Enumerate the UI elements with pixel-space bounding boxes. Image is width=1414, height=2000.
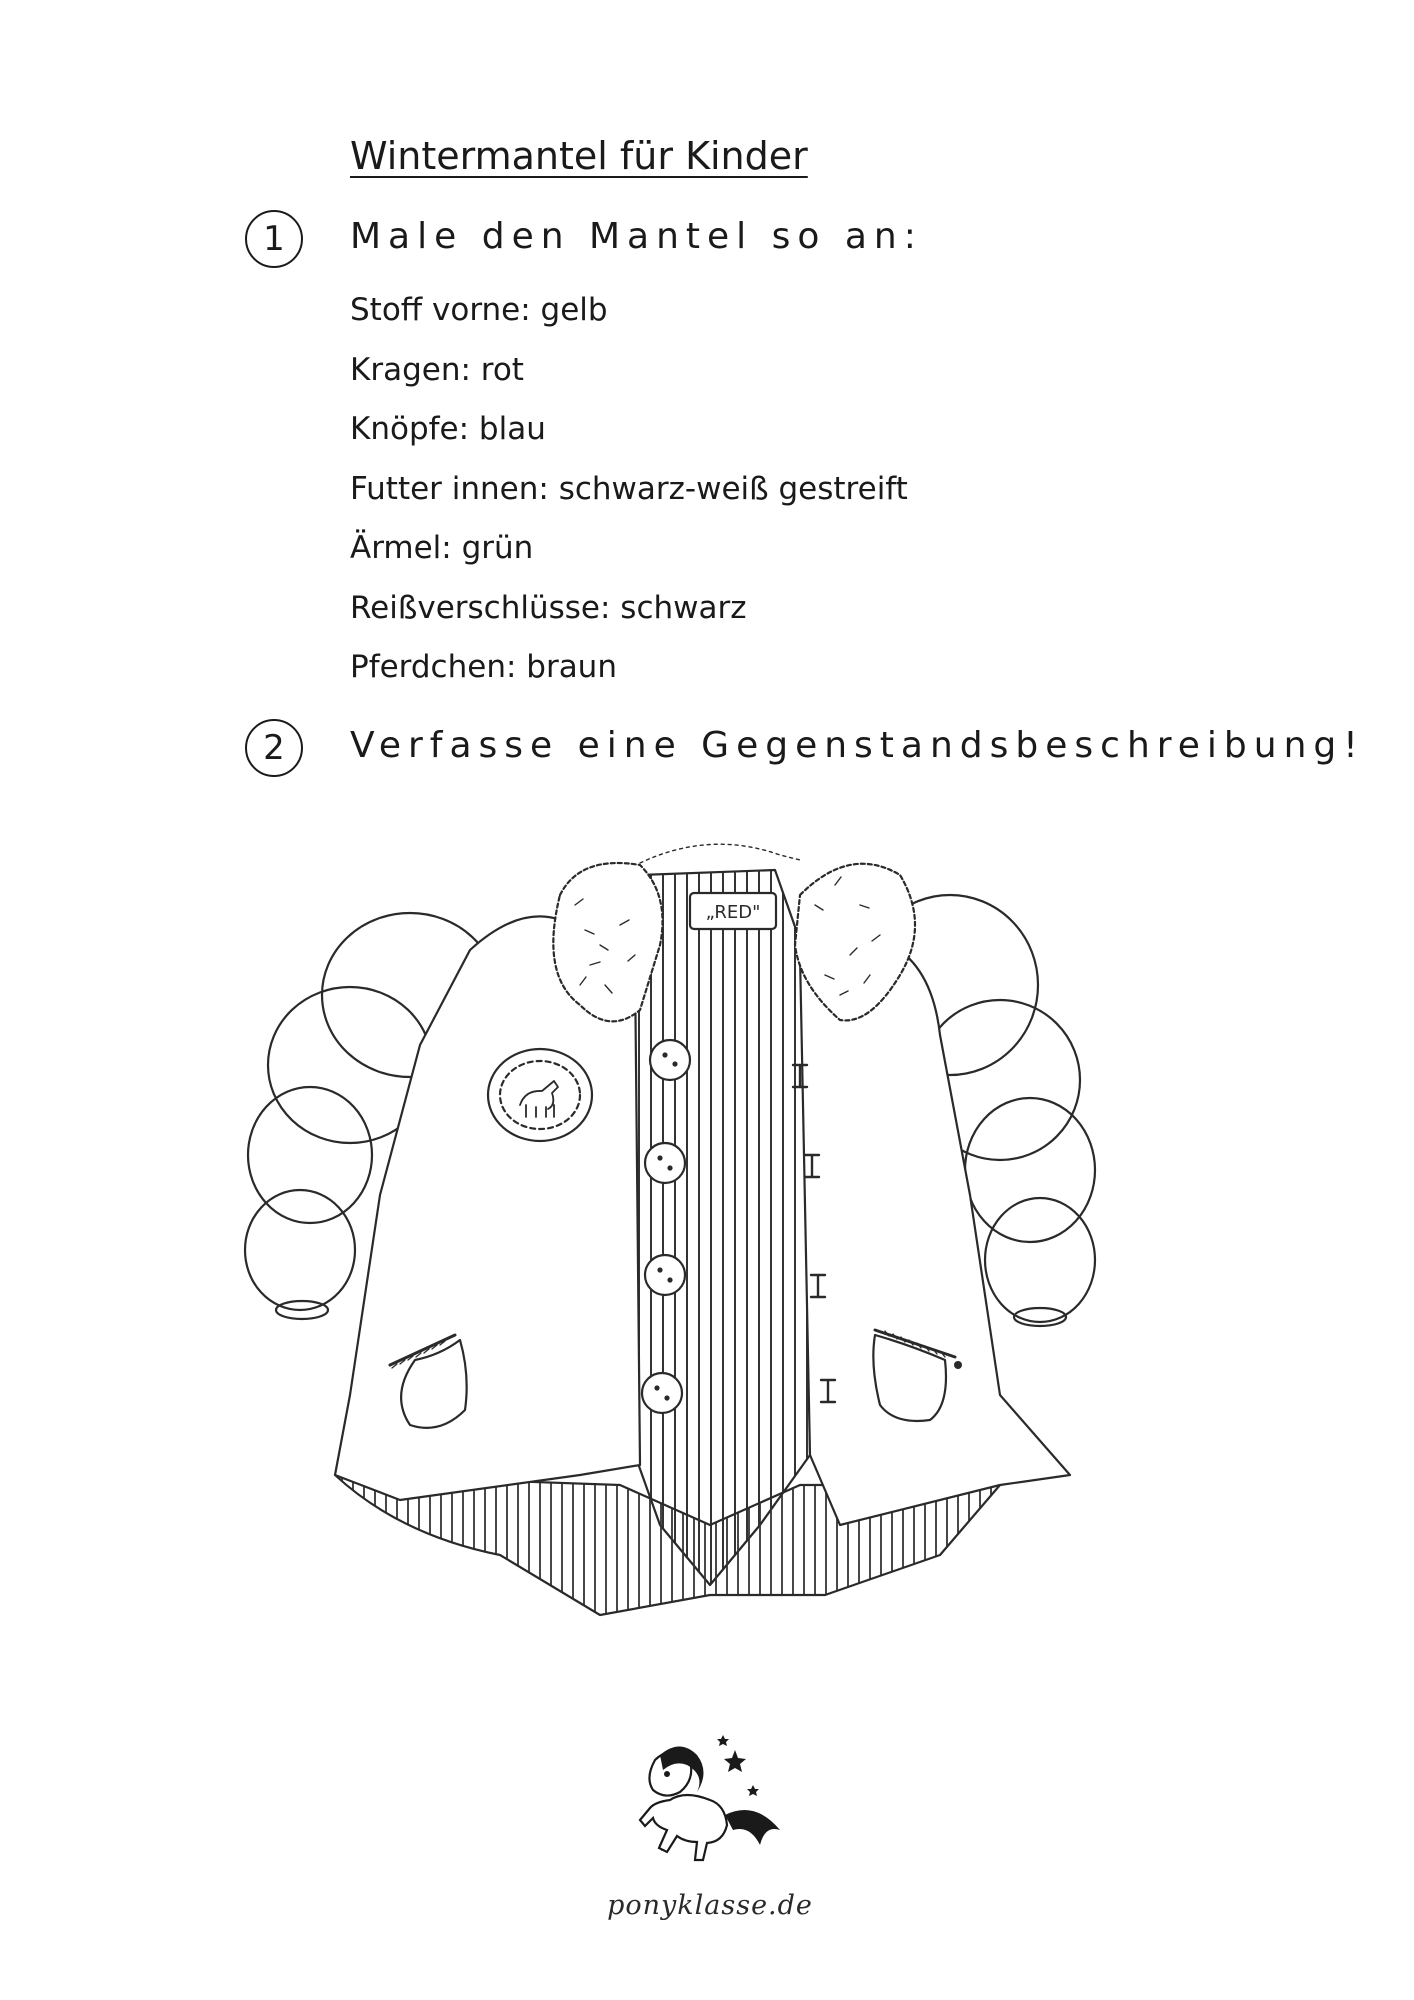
list-item: Stoff vorne: gelb [350, 292, 608, 328]
coat-illustration [240, 835, 1120, 1635]
task-1-number: 1 [245, 210, 303, 268]
brand-tag-text: „RED" [705, 902, 761, 923]
list-item: Futter innen: schwarz-weiß gestreift [350, 470, 908, 507]
lining [635, 870, 810, 1585]
list-item: Reißverschlüsse: schwarz [350, 589, 747, 626]
list-item: Kragen: rot [350, 351, 524, 388]
task-1-instruction: Male den Mantel so an: [350, 216, 923, 257]
list-item: Ärmel: grün [350, 530, 534, 566]
task-2-instruction: Verfasse eine Gegenstandsbeschreibung! [350, 725, 1365, 766]
worksheet-title: Wintermantel für Kinder [350, 134, 808, 178]
task-2-number: 2 [245, 719, 303, 777]
ponyklasse-logo [615, 1730, 805, 1880]
pony-patch [488, 1049, 592, 1141]
list-item: Knöpfe: blau [350, 411, 546, 447]
color-instructions-list [350, 290, 908, 707]
site-url: ponyklasse.de [607, 1890, 813, 1921]
list-item: Pferdchen: braun [350, 649, 617, 685]
